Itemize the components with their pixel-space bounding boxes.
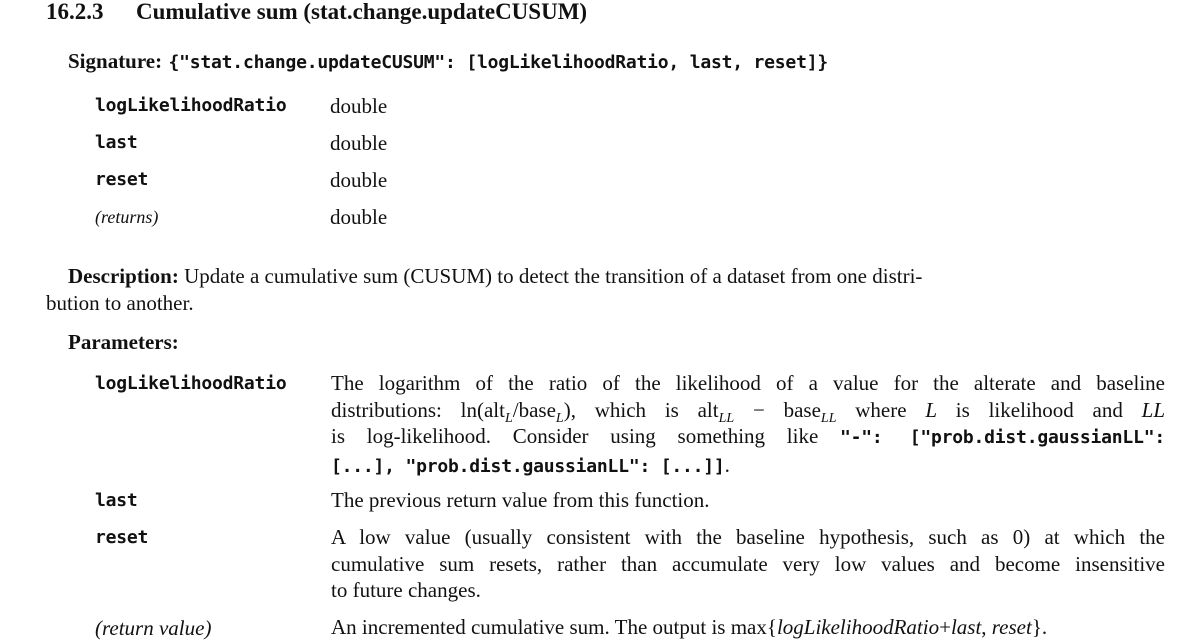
text-fragment: is log-likelihood. Consider using something like — [331, 424, 841, 448]
math-variable: reset — [991, 615, 1032, 639]
param-description — [331, 370, 1165, 480]
param-desc-line — [331, 614, 1165, 641]
description-text-2: bution to another. — [46, 291, 194, 315]
param-description — [331, 524, 1165, 604]
param-desc-line — [331, 452, 1165, 481]
math-variable: L — [925, 397, 938, 422]
return-value-label: (return value) — [95, 616, 212, 640]
param-desc-line — [331, 397, 1165, 424]
param-desc-line: A low value (usually consistent with the baseline hypothesis, such as 0) at which the — [331, 525, 1165, 549]
text-fragment: . — [724, 452, 730, 477]
math-variable: logLikelihoodRatio — [776, 615, 940, 639]
subscript: LL — [820, 410, 837, 426]
text-fragment: }. — [1031, 615, 1048, 639]
section-number: 16.2.3 — [46, 0, 104, 24]
signature-param-type: double — [330, 168, 388, 192]
param-desc-line: to future changes. — [331, 578, 481, 602]
parameters-heading: Parameters: — [68, 330, 179, 354]
param-name: last — [95, 490, 138, 511]
text-fragment: is likelihood and — [937, 397, 1142, 422]
signature-returns-type: double — [330, 205, 388, 229]
signature-param-name: last — [95, 132, 138, 153]
text-fragment: − base — [734, 397, 821, 422]
subscript: L — [555, 410, 564, 426]
math-variable: LL — [1141, 397, 1165, 422]
signature-param-type: double — [330, 94, 388, 118]
description-label: Description: — [68, 264, 179, 288]
text-fragment: where — [836, 397, 926, 422]
param-name: reset — [95, 527, 149, 548]
section-title: Cumulative sum (stat.change.updateCUSUM) — [136, 0, 588, 24]
signature-param-name: reset — [95, 169, 149, 190]
description-text-1: Update a cumulative sum (CUSUM) to detect the transition of a dataset from one distri- — [184, 264, 923, 288]
subscript: L — [504, 410, 513, 426]
param-description — [331, 614, 1165, 641]
text-fragment: ), which is alt — [563, 397, 719, 422]
signature-param-type: double — [330, 131, 388, 155]
signature-line — [68, 48, 828, 76]
signature-code: {"stat.change.updateCUSUM": [logLikelihoodRatio, last, reset]} — [168, 52, 828, 73]
text-fragment: distributions: ln(alt — [331, 397, 505, 422]
param-desc-line — [331, 423, 1165, 452]
signature-param-name: logLikelihoodRatio — [95, 95, 287, 116]
subscript: LL — [718, 410, 735, 426]
text-fragment: An incremented cumulative sum. The output is max{ — [331, 615, 777, 639]
param-desc-line: cumulative sum resets, rather than accumulate very low values and become insensitive — [331, 551, 1165, 576]
description-line-1 — [46, 263, 1156, 290]
code-fragment: "-": ["prob.dist.gaussianLL": — [840, 427, 1165, 448]
signature-label: Signature: — [68, 49, 163, 73]
section-heading — [46, 0, 587, 26]
signature-returns-label: (returns) — [95, 207, 159, 227]
text-fragment: + — [939, 615, 951, 639]
param-name: logLikelihoodRatio — [95, 373, 287, 394]
param-desc-line: The logarithm of the ratio of the likelihood of a value for the alterate and baseline — [331, 371, 1165, 395]
text-fragment: /base — [512, 397, 556, 422]
param-description — [331, 487, 1165, 514]
param-desc-line: The previous return value from this function. — [331, 488, 710, 512]
description-block — [46, 263, 1156, 317]
text-fragment: , — [981, 615, 992, 639]
math-variable: last — [950, 615, 982, 639]
code-fragment: [...], "prob.dist.gaussianLL": [...]] — [331, 455, 725, 477]
